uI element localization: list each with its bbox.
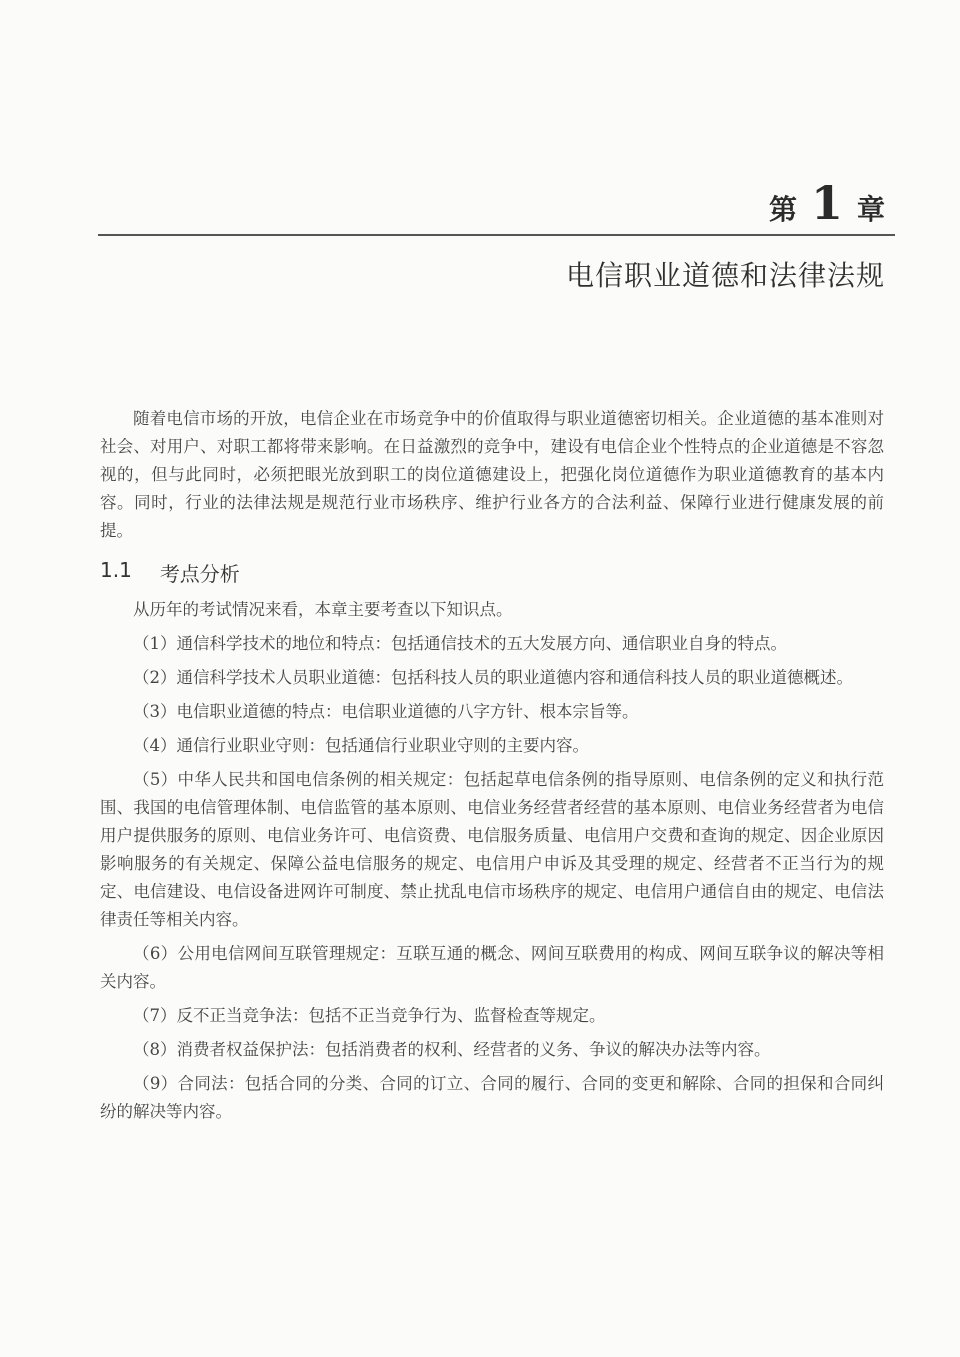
chapter-heading (768, 176, 885, 230)
chapter-number: 1 (810, 176, 843, 230)
section-number: 1.1 (100, 558, 132, 582)
list-item: （9）合同法：包括合同的分类、合同的订立、合同的履行、合同的变更和解除、合同的担保和合同纠纷的解决等内容。 (100, 1074, 884, 1121)
section-lead: 从历年的考试情况来看，本章主要考查以下知识点。 (133, 600, 513, 619)
list-item: （4）通信行业职业守则：包括通信行业职业守则的主要内容。 (133, 736, 589, 755)
section-heading (100, 558, 240, 587)
list-item: （1）通信科学技术的地位和特点：包括通信技术的五大发展方向、通信职业自身的特点。 (133, 634, 787, 653)
list-item: （5）中华人民共和国电信条例的相关规定：包括起草电信条例的指导原则、电信条例的定义和执行范围、我国的电信管理体制、电信监管的基本原则、电信业务经营者经营的基本原则、电信业务经营者为电信用户提供服务的原则、电信业务许可、电信资费、电信服务质量、电信用户交费和查询的规定、因企业原因影响服务的有关规定、保障公益电信服务的规定、电信用户申诉及其受理的规定、经营者不正当行为的规定、电信建设、电信设备进网许可制度、禁止扰乱电信市场秩序的规定、电信用户通信自由的规定、电信法律责任等相关内容。 (100, 770, 884, 929)
list-item: （2）通信科学技术人员职业道德：包括科技人员的职业道德内容和通信科技人员的职业道德概述。 (133, 668, 853, 687)
chapter-prefix: 第 (768, 193, 797, 226)
chapter-divider (98, 234, 895, 236)
list-item: （3）电信职业道德的特点：电信职业道德的八字方针、根本宗旨等。 (133, 702, 639, 721)
list-item: （6）公用电信网间互联管理规定：互联互通的概念、网间互联费用的构成、网间互联争议的解决等相关内容。 (100, 944, 884, 991)
list-item: （8）消费者权益保护法：包括消费者的权利、经营者的义务、争议的解决办法等内容。 (133, 1040, 771, 1059)
chapter-title: 电信职业道德和法律法规 (565, 259, 885, 292)
intro-paragraph: 随着电信市场的开放，电信企业在市场竞争中的价值取得与职业道德密切相关。企业道德的基本准则对社会、对用户、对职工都将带来影响。在日益激烈的竞争中，建设有电信企业个性特点的企业道德是不容忽视的，但与此同时，必须把眼光放到职工的岗位道德建设上，把强化岗位道德作为职业道德教育的基本内容。同时，行业的法律法规是规范行业市场秩序、维护行业各方的合法利益、保障行业进行健康发展的前提。 (100, 409, 884, 540)
list-item: （7）反不正当竞争法：包括不正当竞争行为、监督检查等规定。 (133, 1006, 606, 1025)
chapter-suffix: 章 (856, 193, 885, 226)
knowledge-points (100, 596, 884, 1132)
section-title: 考点分析 (159, 562, 240, 586)
